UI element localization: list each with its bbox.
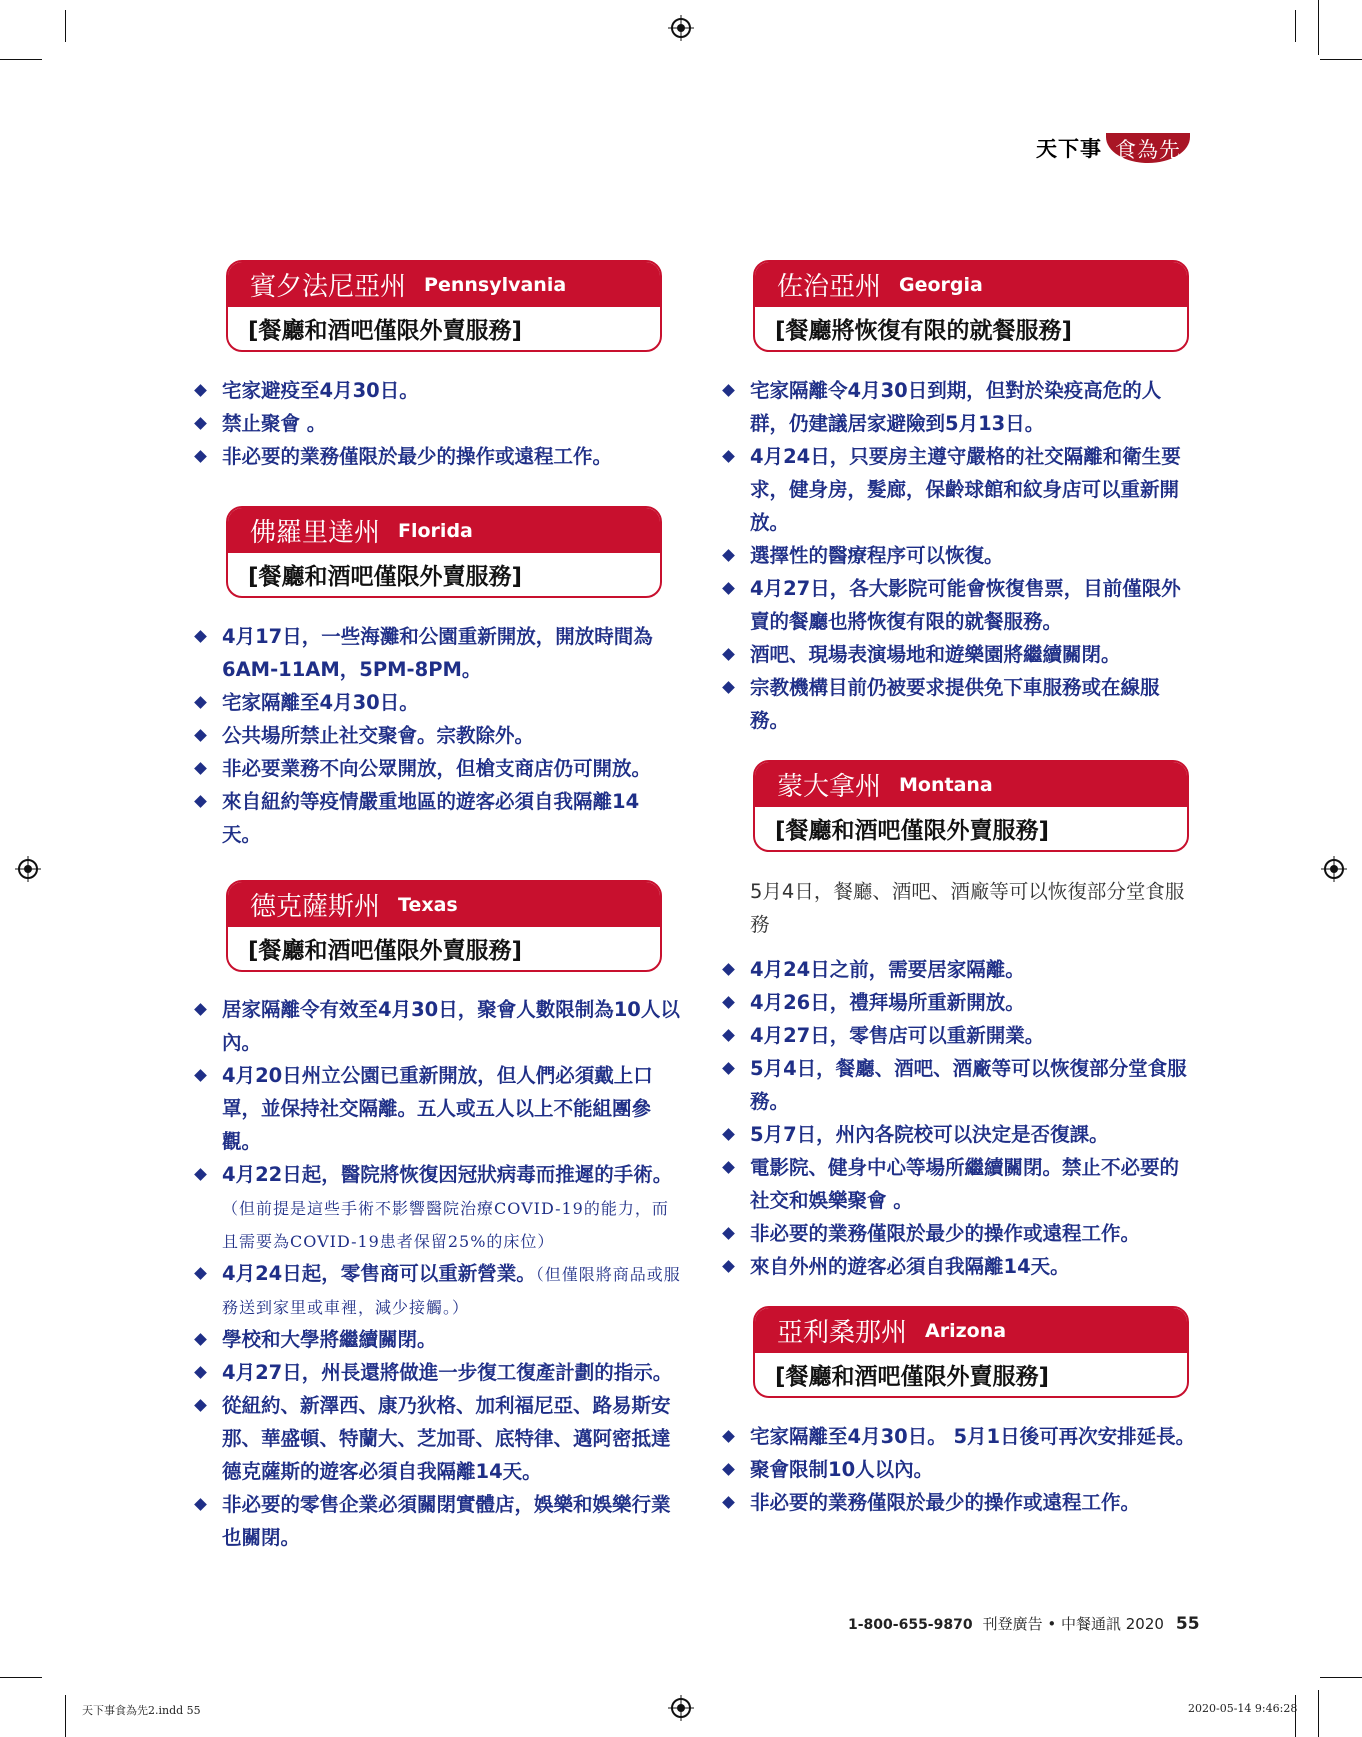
bullet-diamond-icon (722, 549, 735, 562)
bullet-list-pennsylvania (194, 374, 674, 473)
list-item: 4月27日，各大影院可能會恢復售票，目前僅限外賣的餐廳也將恢復有限的就餐服務。 (722, 572, 1192, 638)
bullet-diamond-icon (722, 1161, 735, 1174)
list-item: 居家隔離令有效至4月30日，聚會人數限制為10人以內。 (194, 993, 684, 1059)
bullet-note: （但僅限將商品或服務送到家里或車裡，減少接觸。） (222, 1265, 681, 1317)
bullet-diamond-icon (722, 450, 735, 463)
bullet-diamond-icon (722, 384, 735, 397)
state-policy: [餐廳將恢復有限的就餐服務] (775, 318, 1073, 344)
section-header-label: 天下事 (1036, 137, 1102, 161)
state-title-bar (755, 262, 1187, 307)
list-item: 5月7日，州內各院校可以決定是否復課。 (722, 1118, 1192, 1151)
list-item: 宅家隔離令4月30日到期，但對於染疫高危的人群，仍建議居家避險到5月13日。 (722, 374, 1192, 440)
list-item: 4月24日起，零售商可以重新營業。（但僅限將商品或服務送到家里或車裡，減少接觸。） (194, 1257, 684, 1323)
bullet-diamond-icon (722, 1430, 735, 1443)
state-header-pennsylvania (226, 260, 662, 352)
list-item: 學校和大學將繼續關閉。 (194, 1323, 684, 1356)
crop-mark (65, 1695, 66, 1737)
bullet-note: （但前提是這些手術不影響醫院治療COVID-19的能力，而且需要為COVID-19患者保留25%的床位） (222, 1199, 669, 1251)
state-title-bar (755, 1308, 1187, 1353)
slug-timestamp: 2020-05-14 9:46:28 (1188, 1702, 1298, 1715)
state-name-en: Georgia (899, 273, 983, 296)
bullet-diamond-icon (194, 1069, 207, 1082)
state-title-bar (228, 262, 660, 307)
registration-mark-icon (1321, 856, 1347, 882)
state-header-montana (753, 760, 1189, 852)
state-title-bar (755, 762, 1187, 807)
state-header-texas (226, 880, 662, 972)
list-item: 宅家隔離至4月30日。 5月1日後可再次安排延長。 (722, 1420, 1222, 1453)
bullet-diamond-icon (722, 1029, 735, 1042)
list-item: 選擇性的醫療程序可以恢復。 (722, 539, 1192, 572)
bullet-diamond-icon (194, 696, 207, 709)
bullet-diamond-icon (194, 417, 207, 430)
state-header-arizona (753, 1306, 1189, 1398)
bullet-diamond-icon (194, 795, 207, 808)
bullet-diamond-icon (722, 963, 735, 976)
list-item: 來自外州的遊客必須自我隔離14天。 (722, 1250, 1192, 1283)
registration-mark-icon (668, 15, 694, 41)
state-title-bar (228, 508, 660, 553)
state-name-cn: 亞利桑那州 (777, 1318, 908, 1348)
footer-phone: 1-800-655-9870 (848, 1617, 973, 1633)
list-item: 5月4日，餐廳、酒吧、酒廠等可以恢復部分堂食服務。 (722, 1052, 1192, 1118)
page-number: 55 (1175, 1614, 1200, 1634)
registration-mark-icon (15, 856, 41, 882)
state-name-cn: 蒙大拿州 (777, 772, 882, 802)
list-item: 4月20日州立公園已重新開放，但人們必須戴上口罩，並保持社交隔離。五人或五人以上不能組團參觀。 (194, 1059, 684, 1158)
list-item: 聚會限制10人以內。 (722, 1453, 1222, 1486)
list-item: 4月24日之前，需要居家隔離。 (722, 953, 1192, 986)
bullet-list-arizona (722, 1420, 1222, 1519)
bullet-diamond-icon (722, 1128, 735, 1141)
bullet-diamond-icon (194, 1399, 207, 1412)
state-name-en: Montana (899, 773, 993, 796)
bullet-diamond-icon (194, 630, 207, 643)
section-header (1036, 133, 1190, 163)
bullet-diamond-icon (722, 1260, 735, 1273)
registration-mark-icon (668, 1695, 694, 1721)
state-name-en: Pennsylvania (424, 273, 567, 296)
crop-mark (65, 10, 66, 42)
state-title-bar (228, 882, 660, 927)
bullet-diamond-icon (194, 1333, 207, 1346)
list-item: 宅家避疫至4月30日。 (194, 374, 674, 407)
state-name-cn: 佛羅里達州 (250, 518, 381, 548)
crop-mark (1320, 59, 1362, 60)
state-policy: [餐廳和酒吧僅限外賣服務] (248, 938, 523, 964)
bullet-diamond-icon (194, 1168, 207, 1181)
crop-mark (1318, 0, 1319, 55)
state-policy: [餐廳和酒吧僅限外賣服務] (248, 318, 523, 344)
list-item: 4月24日，只要房主遵守嚴格的社交隔離和衛生要求，健身房，髮廊，保齡球館和紋身店可以重新開放。 (722, 440, 1192, 539)
list-item: 酒吧、現場表演場地和遊樂園將繼續關閉。 (722, 638, 1192, 671)
crop-mark (1318, 1690, 1319, 1737)
bullet-list-montana (722, 953, 1192, 1283)
bullet-diamond-icon (194, 1003, 207, 1016)
state-name-en: Florida (398, 519, 473, 542)
list-item: 4月22日起，醫院將恢復因冠狀病毒而推遲的手術。（但前提是這些手術不影響醫院治療COVID-19的能力，而且需要為COVID-19患者保留25%的床位） (194, 1158, 684, 1257)
state-header-florida (226, 506, 662, 598)
bullet-diamond-icon (194, 729, 207, 742)
list-item: 宗教機構目前仍被要求提供免下車服務或在線服務。 (722, 671, 1192, 737)
bullet-diamond-icon (722, 582, 735, 595)
bullet-diamond-icon (722, 1227, 735, 1240)
list-item: 非必要業務不向公眾開放，但槍支商店仍可開放。 (194, 752, 656, 785)
bullet-diamond-icon (722, 996, 735, 1009)
list-item: 非必要的業務僅限於最少的操作或遠程工作。 (722, 1486, 1222, 1519)
state-name-cn: 德克薩斯州 (250, 892, 381, 922)
list-item: 非必要的業務僅限於最少的操作或遠程工作。 (722, 1217, 1192, 1250)
state-policy: [餐廳和酒吧僅限外賣服務] (775, 1364, 1050, 1390)
bullet-list-georgia (722, 374, 1192, 737)
list-item: 禁止聚會 。 (194, 407, 674, 440)
list-item: 宅家隔離至4月30日。 (194, 686, 656, 719)
crop-mark (0, 59, 42, 60)
list-item: 4月27日，州長還將做進一步復工復產計劃的指示。 (194, 1356, 684, 1389)
list-item: 公共場所禁止社交聚會。宗教除外。 (194, 719, 656, 752)
state-name-cn: 佐治亞州 (777, 272, 882, 302)
montana-intro: 5月4日，餐廳、酒吧、酒廠等可以恢復部分堂食服務 (750, 880, 1185, 936)
bullet-diamond-icon (194, 762, 207, 775)
list-item: 非必要的業務僅限於最少的操作或遠程工作。 (194, 440, 674, 473)
bullet-list-florida (194, 620, 656, 851)
bullet-diamond-icon (194, 1498, 207, 1511)
bullet-diamond-icon (722, 1496, 735, 1509)
bullet-diamond-icon (194, 1366, 207, 1379)
state-name-cn: 賓夕法尼亞州 (250, 272, 407, 302)
bullet-diamond-icon (194, 1267, 207, 1280)
bullet-list-texas (194, 993, 684, 1554)
page-footer (848, 1613, 1200, 1634)
slug-filename: 天下事食為先2.indd 55 (82, 1704, 201, 1717)
bullet-diamond-icon (722, 648, 735, 661)
list-item: 來自紐約等疫情嚴重地區的遊客必須自我隔離14天。 (194, 785, 656, 851)
crop-mark (1295, 10, 1296, 42)
state-name-en: Texas (398, 893, 458, 916)
state-policy: [餐廳和酒吧僅限外賣服務] (775, 818, 1050, 844)
bullet-diamond-icon (194, 450, 207, 463)
list-item: 從紐約、新澤西、康乃狄格、加利福尼亞、路易斯安那、華盛頓、特蘭大、芝加哥、底特律、邁阿密抵達德克薩斯的遊客必須自我隔離14天。 (194, 1389, 684, 1488)
bullet-diamond-icon (722, 1463, 735, 1476)
crop-mark (0, 1677, 42, 1678)
state-header-georgia (753, 260, 1189, 352)
list-item: 非必要的零售企業必須關閉實體店，娛樂和娛樂行業也關閉。 (194, 1488, 684, 1554)
state-policy: [餐廳和酒吧僅限外賣服務] (248, 564, 523, 590)
bullet-diamond-icon (722, 1062, 735, 1075)
list-item: 4月17日，一些海灘和公園重新開放，開放時間為6AM-11AM，5PM-8PM。 (194, 620, 656, 686)
list-item: 電影院、健身中心等場所繼續關閉。禁止不必要的社交和娛樂聚會 。 (722, 1151, 1192, 1217)
list-item: 4月27日，零售店可以重新開業。 (722, 1019, 1192, 1052)
crop-mark (1320, 1677, 1362, 1678)
bowl-icon: 食為先 (1106, 133, 1190, 163)
bullet-diamond-icon (722, 681, 735, 694)
footer-publication: 刊登廣告 • 中餐通訊 2020 (982, 1615, 1164, 1633)
bullet-diamond-icon (194, 384, 207, 397)
state-name-en: Arizona (925, 1319, 1007, 1342)
list-item: 4月26日，禮拜場所重新開放。 (722, 986, 1192, 1019)
